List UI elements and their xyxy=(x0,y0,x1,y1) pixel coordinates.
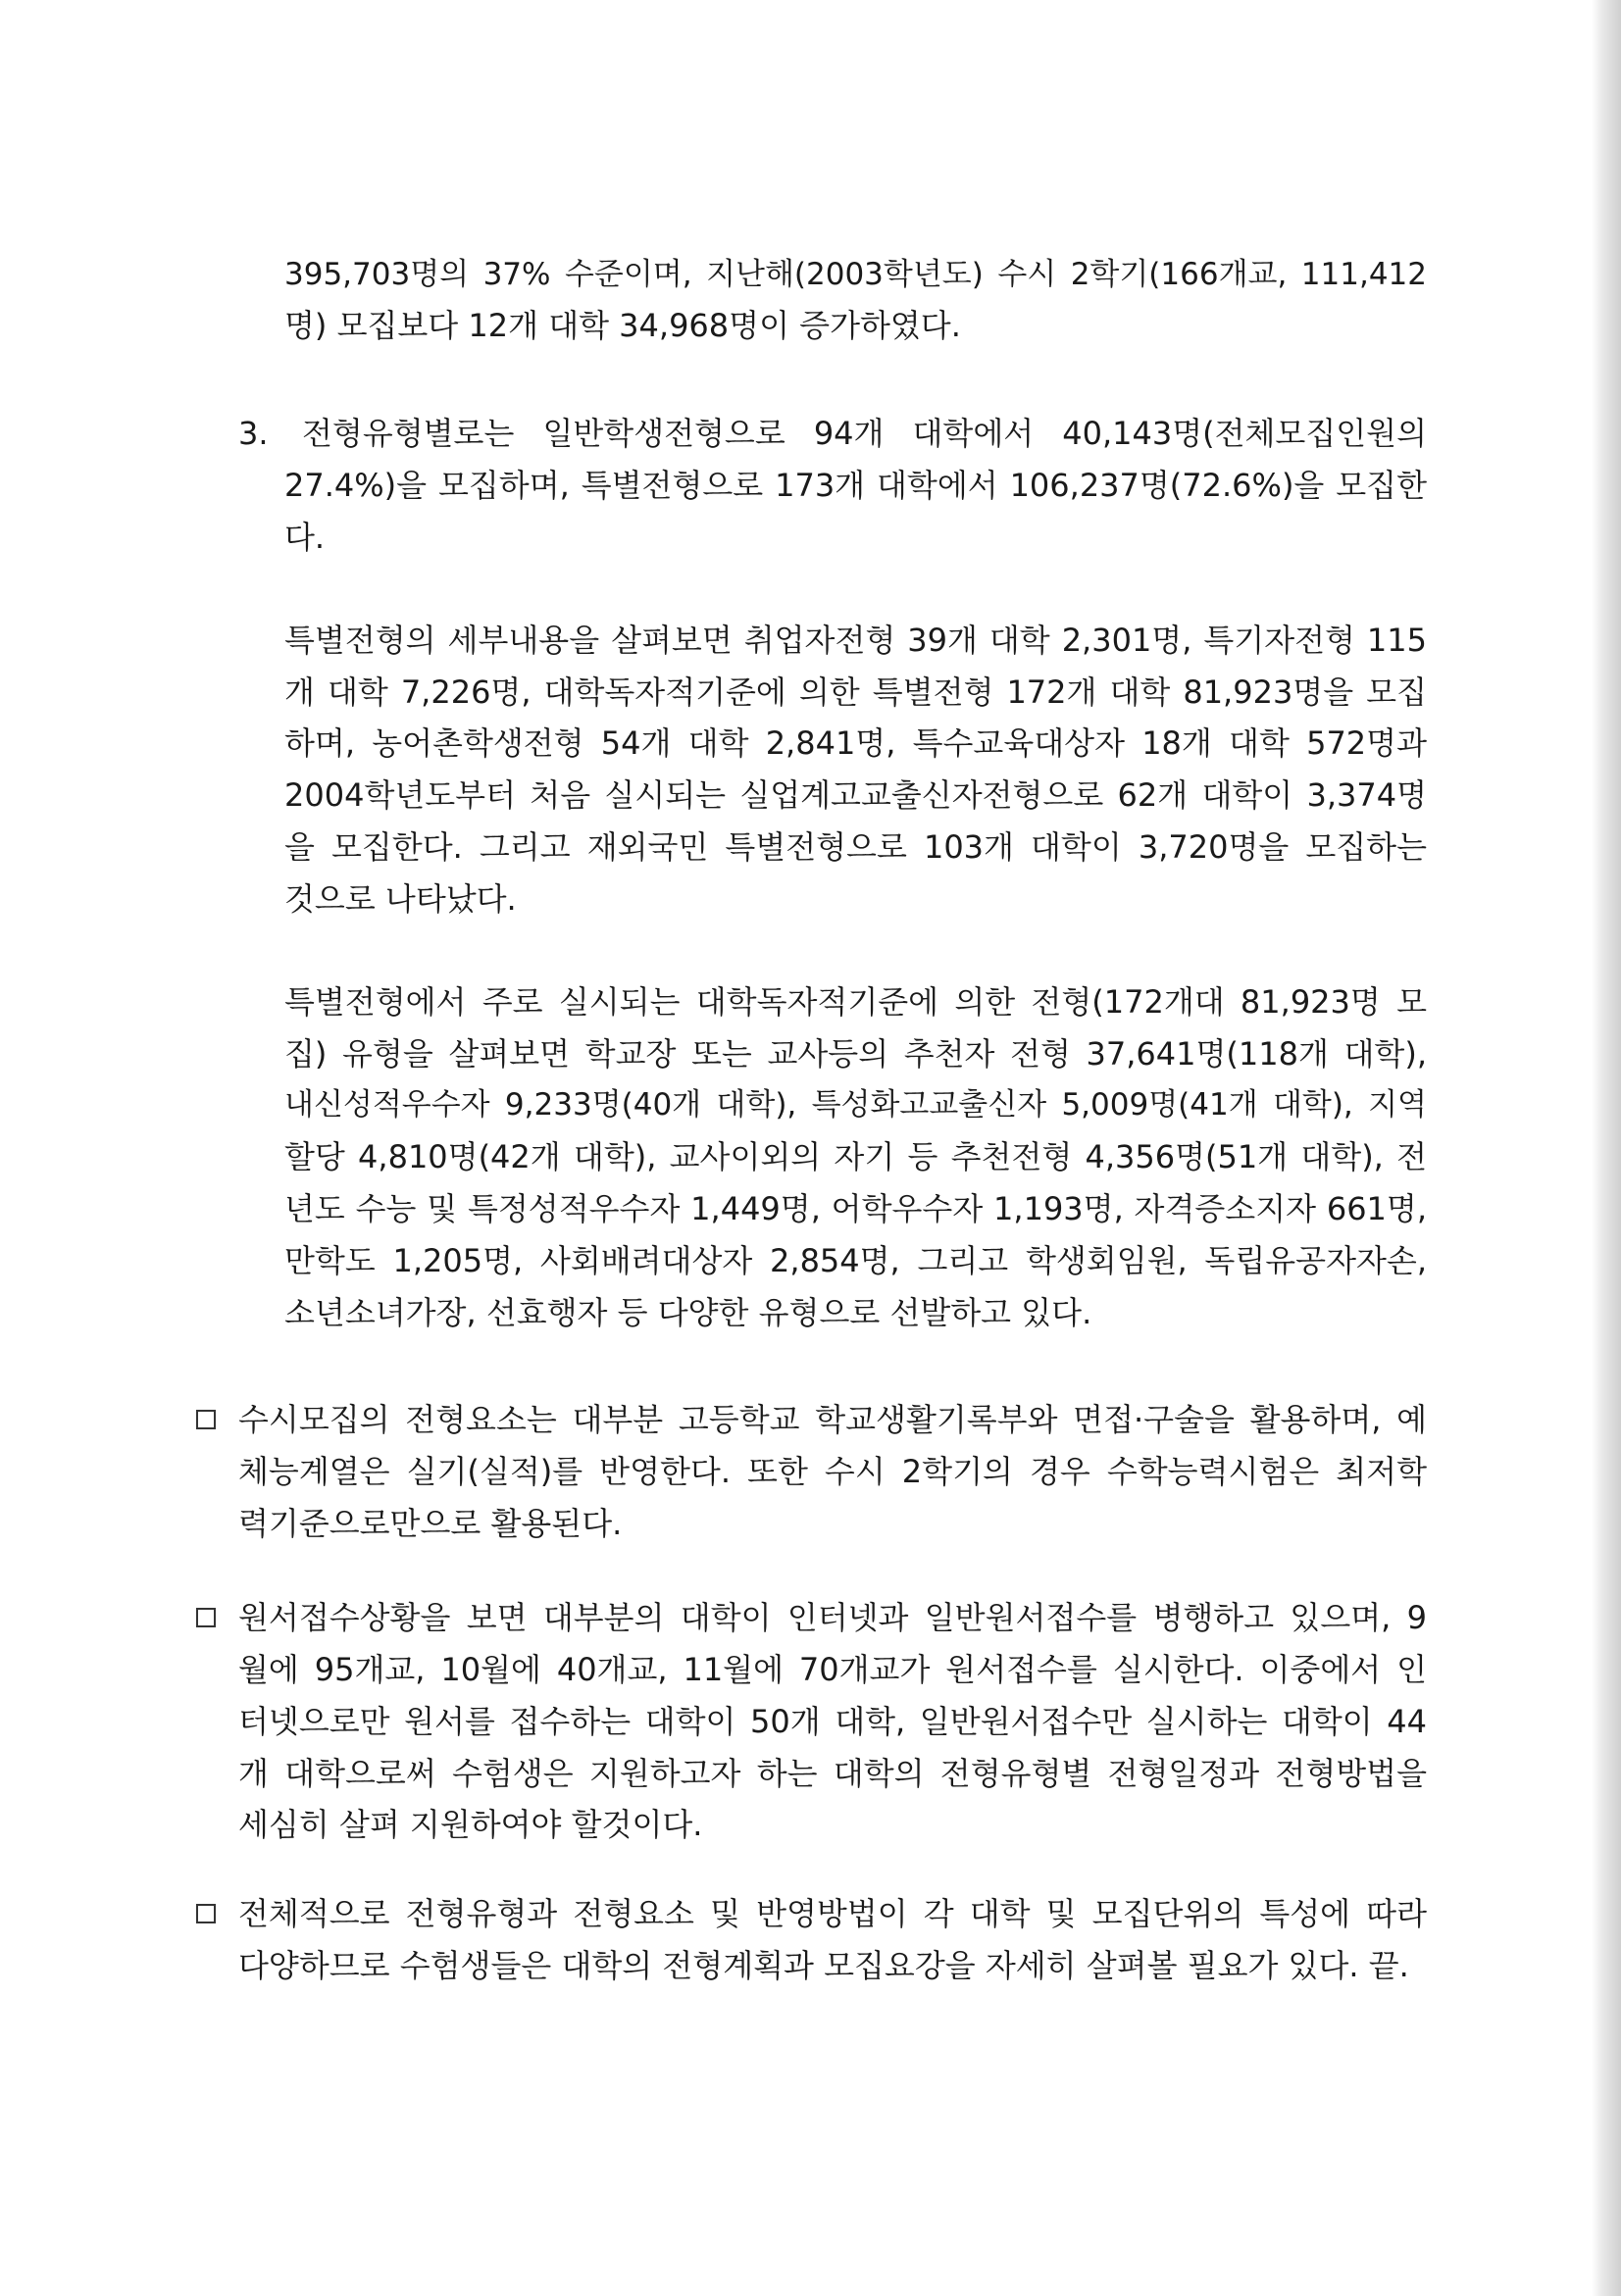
text-line: 원서접수상황을 보면 대부분의 대학이 인터넷과 일반원서접수를 병행하고 있으며, 9 xyxy=(238,1599,1427,1636)
text-line: 내신성적우수자 9,233명(40개 대학), 특성화고교출신자 5,009명(41개 대학), 지역 xyxy=(284,1087,1427,1123)
text-line: 집) 유형을 살펴보면 학교장 또는 교사등의 추천자 전형 37,641명(118개 대학), xyxy=(284,1035,1427,1073)
text-line: 하며, 농어촌학생전형 54개 대학 2,841명, 특수교육대상자 18개 대학 572명과 xyxy=(284,724,1427,762)
page-edge-shadow xyxy=(1592,0,1621,2296)
text-line: 것으로 나타났다. xyxy=(284,880,517,918)
text-line: 할당 4,810명(42개 대학), 교사이외의 자기 등 추천전형 4,356명(51개 대학), 전 xyxy=(284,1138,1427,1175)
text-line: 수시모집의 전형요소는 대부분 고등학교 학교생활기록부와 면접·구술을 활용하며, 예 xyxy=(238,1401,1427,1438)
checkbox-square-icon xyxy=(196,1904,216,1923)
text-line: 개 대학 7,226명, 대학독자적기준에 의한 특별전형 172개 대학 81,923명을 모집 xyxy=(284,674,1427,711)
text-line: 월에 95개교, 10월에 40개교, 11월에 70개교가 원서접수를 실시한다. 이중에서 인 xyxy=(238,1651,1427,1688)
text-line: 전체적으로 전형유형과 전형요소 및 반영방법이 각 대학 및 모집단위의 특성에 따라 xyxy=(238,1895,1427,1932)
text-line: 다. xyxy=(284,519,326,556)
text-line: 다양하므로 수험생들은 대학의 전형계획과 모집요강을 자세히 살펴볼 필요가 있다. 끝. xyxy=(238,1947,1409,1984)
text-line: 체능계열은 실기(실적)를 반영한다. 또한 수시 2학기의 경우 수학능력시험은 최저학 xyxy=(238,1453,1427,1490)
text-line: 만학도 1,205명, 사회배려대상자 2,854명, 그리고 학생회임원, 독립유공자자손, xyxy=(284,1242,1427,1279)
checkbox-square-icon xyxy=(196,1410,216,1429)
text-line: 터넷으로만 원서를 접수하는 대학이 50개 대학, 일반원서접수만 실시하는 대학이 44 xyxy=(238,1703,1427,1740)
text-line: 력기준으로만으로 활용된다. xyxy=(238,1505,623,1542)
text-line: 년도 수능 및 특정성적우수자 1,449명, 어학우수자 1,193명, 자격증소지자 661명, xyxy=(284,1190,1427,1227)
text-line: 개 대학으로써 수험생은 지원하고자 하는 대학의 전형유형별 전형일정과 전형방법을 xyxy=(238,1755,1427,1792)
text-line: 395,703명의 37% 수준이며, 지난해(2003학년도) 수시 2학기(166개교, 111,412 xyxy=(284,257,1427,292)
text-line: 전형유형별로는 일반학생전형으로 94개 대학에서 40,143명(전체모집인원의 xyxy=(302,415,1427,452)
text-line: 2004학년도부터 처음 실시되는 실업계고교출신자전형으로 62개 대학이 3,374명 xyxy=(284,776,1427,814)
checkbox-square-icon xyxy=(196,1608,216,1627)
item-number: 3. xyxy=(238,415,269,452)
text-line: 소년소녀가장, 선효행자 등 다양한 유형으로 선발하고 있다. xyxy=(284,1294,1092,1331)
text-line: 세심히 살펴 지원하여야 할것이다. xyxy=(238,1806,703,1843)
text-line: 27.4%)을 모집하며, 특별전형으로 173개 대학에서 106,237명(72.6%)을 모집한 xyxy=(284,467,1427,504)
text-line: 명) 모집보다 12개 대학 34,968명이 증가하였다. xyxy=(284,307,961,344)
text-line: 특별전형에서 주로 실시되는 대학독자적기준에 의한 전형(172개대 81,923명 모 xyxy=(284,983,1427,1021)
text-line: 특별전형의 세부내용을 살펴보면 취업자전형 39개 대학 2,301명, 특기자전형 115 xyxy=(284,622,1427,659)
text-line: 을 모집한다. 그리고 재외국민 특별전형으로 103개 대학이 3,720명을 모집하는 xyxy=(284,828,1427,866)
